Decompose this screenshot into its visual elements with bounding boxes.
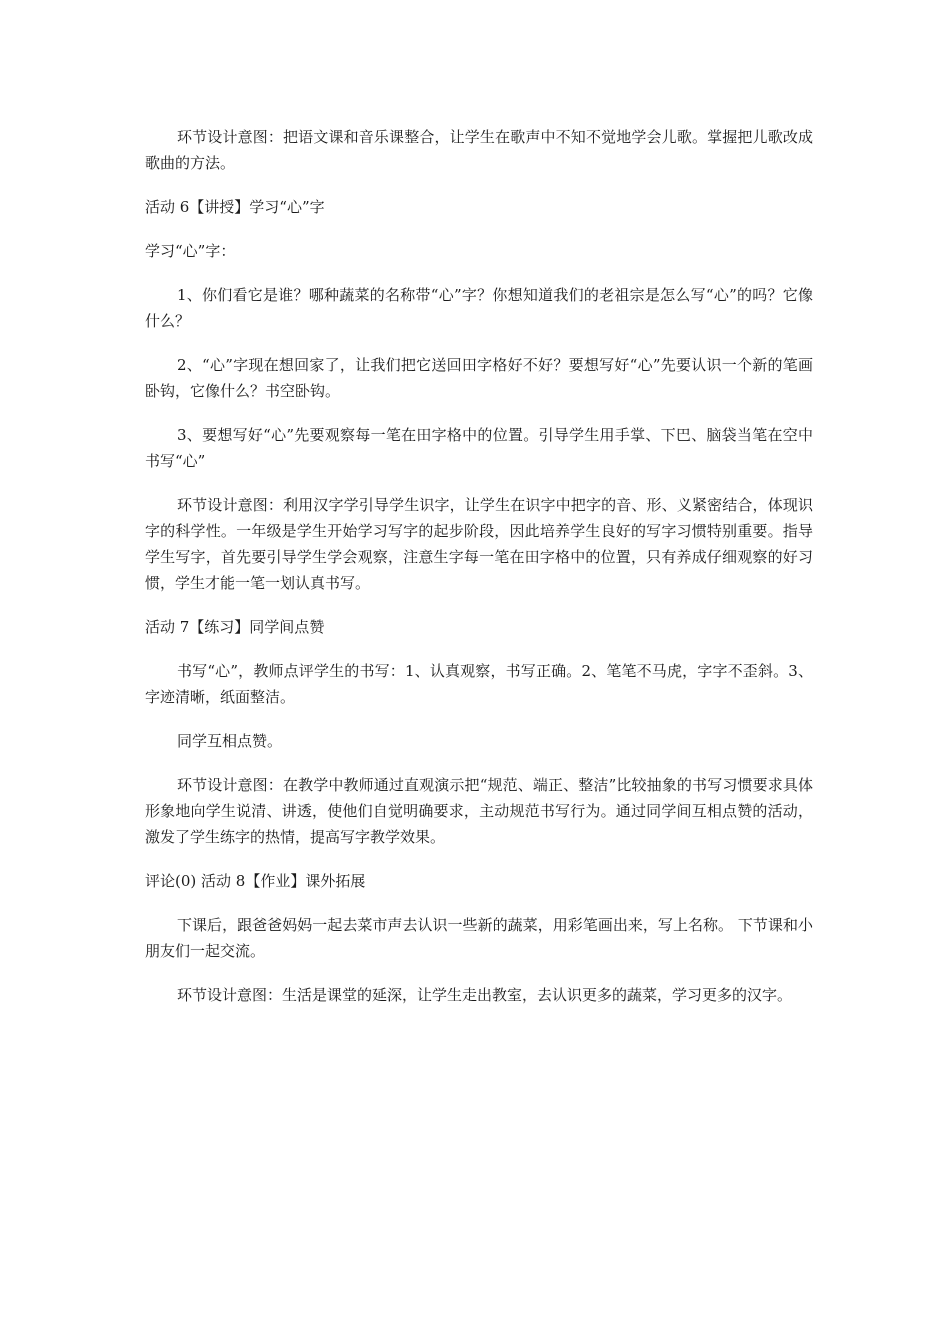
design-intent-paragraph-writing: 环节设计意图：利用汉字学引导学生识字，让学生在识字中把字的音、形、义紧密结合，体现识字的科学性。一年级是学生开始学习写字的起步阶段，因此培养学生良好的写字习惯特别重要。指导学生写字，首先要引导学生学会观察，注意生字每一笔在田字格中的位置，只有养成仔细观察的好习惯，学生才能一笔一划认真书写。 bbox=[145, 496, 813, 592]
homework-paragraph: 下课后，跟爸爸妈妈一起去菜市声去认识一些新的蔬菜，用彩笔画出来，写上名称。 下节课和小朋友们一起交流。 bbox=[145, 916, 813, 960]
activity-8-heading: 评论(0) 活动 8【作业】课外拓展 bbox=[145, 872, 366, 890]
learn-xin-subheading: 学习“心”字： bbox=[145, 242, 236, 260]
design-intent-paragraph-life: 环节设计意图：生活是课堂的延深，让学生走出教室，去认识更多的蔬菜，学习更多的汉字。 bbox=[177, 986, 793, 1004]
writing-review-paragraph: 书写“心”，教师点评学生的书写：1、认真观察，书写正确。2、笔笔不马虎，字字不歪斜。3、字迹清晰，纸面整洁。 bbox=[145, 662, 813, 706]
design-intent-paragraph-music: 环节设计意图：把语文课和音乐课整合，让学生在歌声中不知不觉地学会儿歌。掌握把儿歌改成歌曲的方法。 bbox=[145, 128, 813, 172]
peer-praise-paragraph: 同学互相点赞。 bbox=[177, 732, 283, 750]
step-2-paragraph: 2、“心”字现在想回家了，让我们把它送回田字格好不好？要想写好“心”先要认识一个新的笔画卧钩，它像什么？书空卧钩。 bbox=[145, 356, 813, 400]
step-3-paragraph: 3、要想写好“心”先要观察每一笔在田字格中的位置。引导学生用手掌、下巴、脑袋当笔在空中书写“心” bbox=[145, 426, 813, 470]
design-intent-paragraph-habits: 环节设计意图：在教学中教师通过直观演示把“规范、端正、整洁”比较抽象的书写习惯要求具体形象地向学生说清、讲透，使他们自觉明确要求，主动规范书写行为。通过同学间互相点赞的活动，激发了学生练字的热情，提高写字教学效果。 bbox=[145, 776, 813, 846]
step-1-paragraph: 1、你们看它是谁？哪种蔬菜的名称带“心”字？你想知道我们的老祖宗是怎么写“心”的吗？它像什么？ bbox=[145, 286, 813, 330]
document-page bbox=[145, 124, 813, 1026]
activity-7-heading: 活动 7【练习】同学间点赞 bbox=[145, 618, 325, 636]
activity-6-heading: 活动 6【讲授】学习“心”字 bbox=[145, 198, 325, 216]
